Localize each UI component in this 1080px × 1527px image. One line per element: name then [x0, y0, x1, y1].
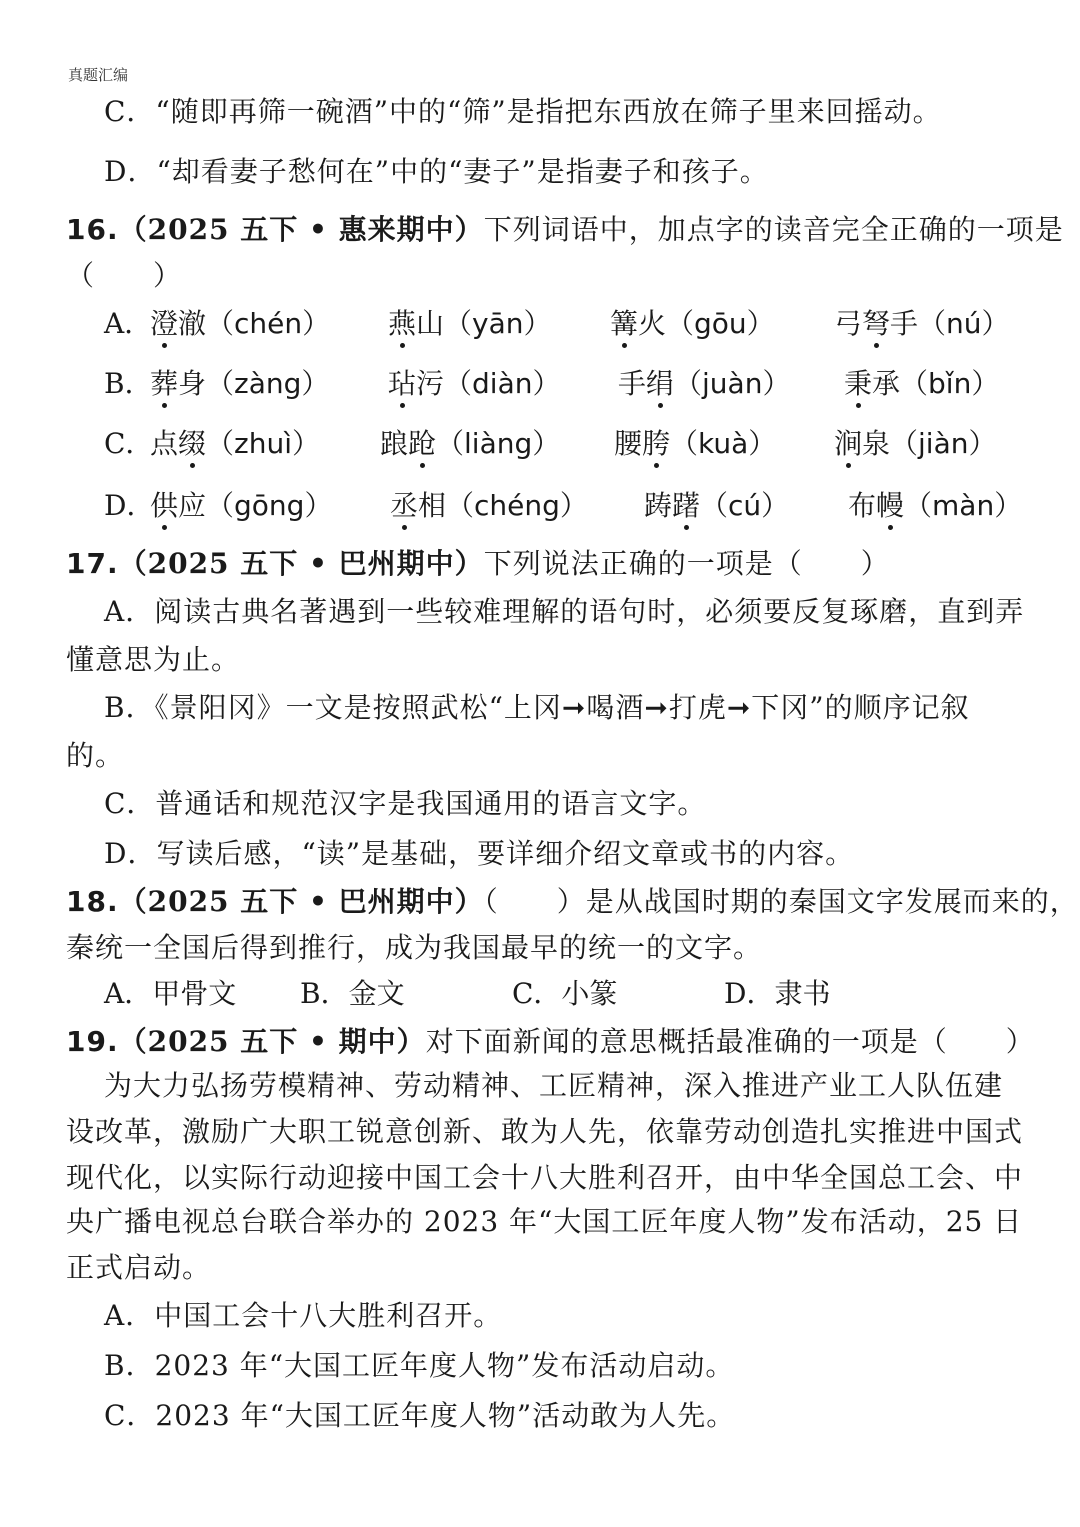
- q16-word-item: [834, 304, 1010, 344]
- q16-option-label: A．: [104, 307, 153, 340]
- q18-option-d: D．隶书: [724, 977, 831, 1010]
- q18-number: 18.: [66, 885, 119, 918]
- page-header: 真题汇编: [68, 66, 129, 84]
- pinyin: （diàn）: [444, 367, 561, 400]
- word-part: 澈: [178, 307, 207, 340]
- q16-number: 16.: [66, 213, 119, 246]
- q19-passage-line1: 为大力弘扬劳模精神、劳动精神、工匠精神，深入推进产业工人队伍建: [104, 1069, 1004, 1102]
- pinyin: （gōng）: [206, 489, 333, 522]
- word-part: 点: [150, 427, 179, 460]
- q19-option-b: B．2023 年“大国工匠年度人物”发布活动启动。: [104, 1349, 735, 1382]
- word-part: 火: [638, 307, 667, 340]
- q19-passage-line5: 正式启动。: [66, 1251, 212, 1284]
- dotted-character: 跄: [408, 424, 436, 464]
- pinyin: （gōu）: [666, 307, 775, 340]
- word-part: 应: [178, 489, 207, 522]
- q16-option-label: D．: [104, 489, 155, 522]
- q16-word-item: [150, 424, 320, 464]
- dotted-character: 缀: [178, 424, 206, 464]
- pinyin: （chén）: [206, 307, 331, 340]
- dotted-character: 澄: [150, 304, 178, 344]
- q16-word-item: [150, 364, 329, 404]
- word-part: 承: [872, 367, 901, 400]
- dotted-character: 幔: [876, 486, 904, 526]
- q16-word-item: [848, 486, 1022, 526]
- q19-option-c: C．2023 年“大国工匠年度人物”活动敢为人先。: [104, 1399, 736, 1432]
- pinyin: （jiàn）: [890, 427, 997, 460]
- dotted-character: 葬: [150, 364, 178, 404]
- pinyin: （chéng）: [446, 489, 588, 522]
- dotted-character: 供: [150, 486, 178, 526]
- dotted-character: 涧: [834, 424, 862, 464]
- q16-option-label: B．: [104, 367, 153, 400]
- q19-passage-line3: 现代化，以实际行动迎接中国工会十八大胜利召开，由中华全国总工会、中: [66, 1161, 1024, 1194]
- pinyin: （màn）: [904, 489, 1023, 522]
- pinyin: （liàng）: [436, 427, 561, 460]
- q19-option-a: A．中国工会十八大胜利召开。: [104, 1299, 503, 1332]
- word-part: 相: [418, 489, 447, 522]
- dotted-character: 弩: [862, 304, 890, 344]
- word-part: 弓: [834, 307, 863, 340]
- q16-word-item: [390, 486, 588, 526]
- word-part: 手: [618, 367, 647, 400]
- q16-word-item: [380, 424, 560, 464]
- word-part: 手: [890, 307, 919, 340]
- q16-word-item: [618, 364, 790, 404]
- q17-option-b-line2: 的。: [66, 739, 125, 772]
- pinyin: （nú）: [918, 307, 1010, 340]
- word-part: 布: [848, 489, 877, 522]
- q17-option-b-line1: B．《景阳冈》一文是按照武松“上冈➞喝酒➞打虎➞下冈”的顺序记叙: [104, 691, 970, 724]
- q18-option-a: A．甲骨文: [104, 977, 237, 1010]
- q15-option-c: C．“随即再筛一碗酒”中的“筛”是指把东西放在筛子里来回摇动。: [104, 95, 942, 128]
- word-part: 踉: [380, 427, 409, 460]
- q19-passage-line2: 设改革，激励广大职工锐意创新、敢为人先，依靠劳动创造扎实推进中国式: [66, 1115, 1024, 1148]
- word-part: 身: [178, 367, 207, 400]
- q16-stem-line: [66, 210, 1064, 250]
- q19-source: （2025 五下 • 期中）: [118, 1025, 426, 1058]
- q18-option-c: C．小篆: [512, 977, 618, 1010]
- q16-option-label: C．: [104, 427, 154, 460]
- dotted-character: 燕: [388, 304, 416, 344]
- q18-stem: （ ）是从战国时期的秦国文字发展而来的，: [483, 885, 1079, 918]
- q18-stem-line1: [66, 882, 1079, 922]
- q16-word-item: [610, 304, 775, 344]
- q19-stem-line: [66, 1022, 1035, 1062]
- q16-word-item: [150, 486, 332, 526]
- word-part: 泉: [862, 427, 891, 460]
- q17-option-a-line1: A．阅读古典名著遇到一些较难理解的语句时，必须要反复琢磨，直到弄: [104, 595, 1025, 628]
- q18-option-b: B．金文: [300, 977, 405, 1010]
- q17-option-c: C．普通话和规范汉字是我国通用的语言文字。: [104, 787, 707, 820]
- q17-option-d: D．写读后感，“读”是基础，要详细介绍文章或书的内容。: [104, 837, 855, 870]
- dotted-character: 玷: [388, 364, 416, 404]
- q16-source: （2025 五下 • 惠来期中）: [118, 213, 484, 246]
- pinyin: （zàng）: [206, 367, 330, 400]
- q19-passage-line4: 央广播电视总台联合举办的 2023 年“大国工匠年度人物”发布活动，25 日: [66, 1205, 1023, 1238]
- q16-word-item: [388, 304, 552, 344]
- q16-answer-blank: （ ）: [66, 259, 183, 292]
- q17-number: 17.: [66, 547, 119, 580]
- dotted-character: 丞: [390, 486, 418, 526]
- q16-stem: 下列词语中，加点字的读音完全正确的一项是: [483, 213, 1064, 246]
- pinyin: （bǐn）: [900, 367, 1000, 400]
- q16-word-item: [388, 364, 561, 404]
- pinyin: （cú）: [700, 489, 790, 522]
- word-part: 山: [416, 307, 445, 340]
- word-part: 踌: [644, 489, 673, 522]
- q17-stem-line: [66, 544, 890, 584]
- pinyin: （juàn）: [674, 367, 791, 400]
- q19-number: 19.: [66, 1025, 119, 1058]
- dotted-character: 篝: [610, 304, 638, 344]
- q17-stem: 下列说法正确的一项是（ ）: [483, 547, 890, 580]
- pinyin: （yān）: [444, 307, 552, 340]
- q17-source: （2025 五下 • 巴州期中）: [118, 547, 484, 580]
- q16-word-item: [834, 424, 997, 464]
- dotted-character: 躇: [672, 486, 700, 526]
- q18-source: （2025 五下 • 巴州期中）: [118, 885, 484, 918]
- q15-option-d: D．“却看妻子愁何在”中的“妻子”是指妻子和孩子。: [104, 155, 769, 188]
- pinyin: （kuà）: [670, 427, 777, 460]
- q19-stem: 对下面新闻的意思概括最准确的一项是（ ）: [425, 1025, 1035, 1058]
- word-part: 腰: [614, 427, 643, 460]
- dotted-character: 胯: [642, 424, 670, 464]
- q16-word-item: [150, 304, 330, 344]
- pinyin: （zhuì）: [206, 427, 321, 460]
- q18-stem-line2: 秦统一全国后得到推行，成为我国最早的统一的文字。: [66, 931, 763, 964]
- q16-word-item: [644, 486, 789, 526]
- q17-option-a-line2: 懂意思为止。: [66, 643, 241, 676]
- q16-word-item: [844, 364, 999, 404]
- q16-word-item: [614, 424, 776, 464]
- dotted-character: 绢: [646, 364, 674, 404]
- word-part: 污: [416, 367, 445, 400]
- dotted-character: 秉: [844, 364, 872, 404]
